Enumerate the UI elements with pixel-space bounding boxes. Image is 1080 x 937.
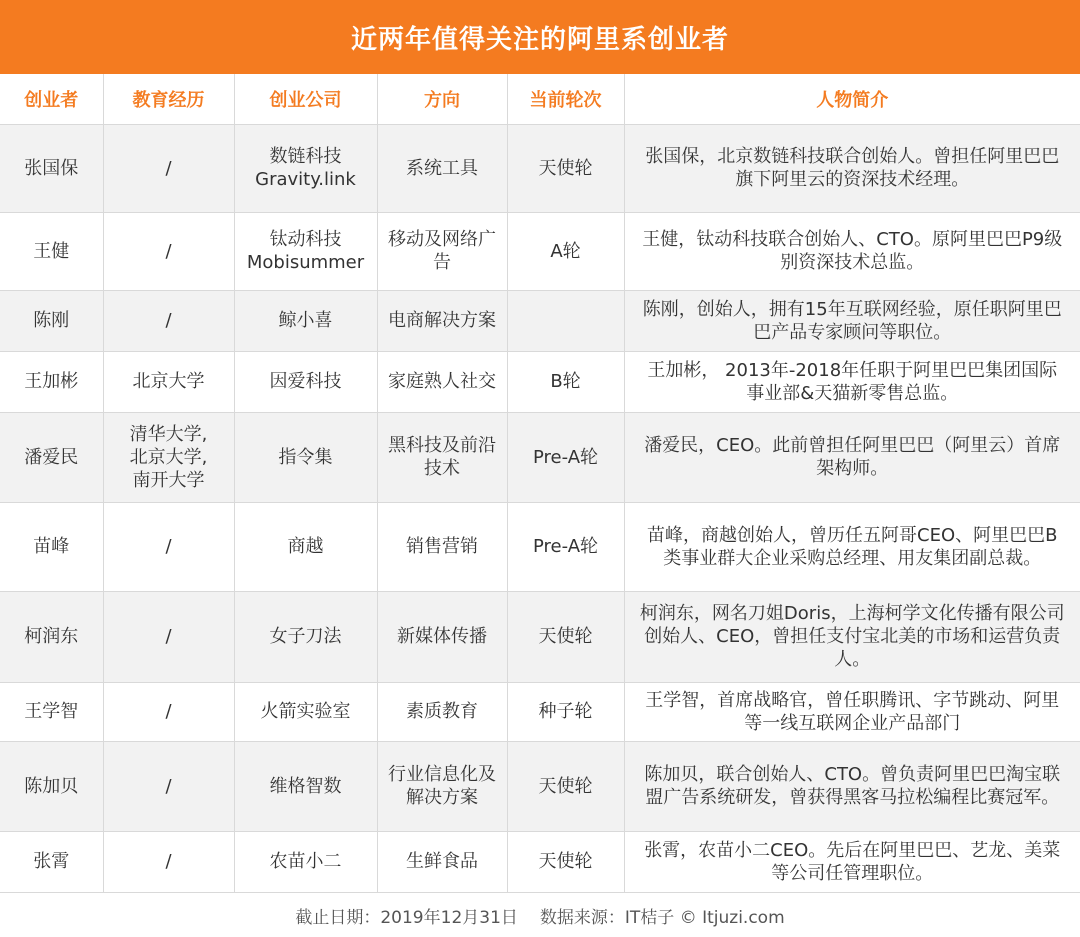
- cell-direction: 生鲜食品: [377, 831, 507, 892]
- cell-founder: 陈加贝: [0, 741, 103, 831]
- table-row: [0, 831, 1080, 892]
- cell-company: 商越: [234, 502, 377, 591]
- cell-founder: 王健: [0, 212, 103, 290]
- cell-round: [507, 290, 624, 351]
- header-round: 当前轮次: [507, 74, 624, 124]
- cell-round: 天使轮: [507, 591, 624, 682]
- cell-round: 天使轮: [507, 741, 624, 831]
- cell-bio: 王学智，首席战略官，曾任职腾讯、字节跳动、阿里等一线互联网企业产品部门: [624, 682, 1080, 741]
- cell-company: 农苗小二: [234, 831, 377, 892]
- cell-company: 鲸小喜: [234, 290, 377, 351]
- cell-education: /: [103, 831, 234, 892]
- header-founder: 创业者: [0, 74, 103, 124]
- cell-bio: 王健，钛动科技联合创始人、CTO。原阿里巴巴P9级别资深技术总监。: [624, 212, 1080, 290]
- cell-round: 天使轮: [507, 124, 624, 212]
- founders-table: [0, 74, 1080, 893]
- cell-direction: 系统工具: [377, 124, 507, 212]
- cell-founder: 苗峰: [0, 502, 103, 591]
- cell-bio: 张霄，农苗小二CEO。先后在阿里巴巴、艺龙、美菜等公司任管理职位。: [624, 831, 1080, 892]
- cell-founder: 潘爱民: [0, 412, 103, 502]
- table-row: [0, 290, 1080, 351]
- cell-founder: 柯润东: [0, 591, 103, 682]
- header-row: [0, 74, 1080, 124]
- cell-round: A轮: [507, 212, 624, 290]
- cell-company: 维格智数: [234, 741, 377, 831]
- table-row: [0, 351, 1080, 412]
- cell-direction: 新媒体传播: [377, 591, 507, 682]
- table-row: [0, 502, 1080, 591]
- table-row: [0, 212, 1080, 290]
- cell-education: /: [103, 502, 234, 591]
- cell-education: /: [103, 741, 234, 831]
- cell-round: Pre-A轮: [507, 412, 624, 502]
- cell-bio: 陈加贝，联合创始人、CTO。曾负责阿里巴巴淘宝联盟广告系统研发，曾获得黑客马拉松编程比赛冠军。: [624, 741, 1080, 831]
- cell-round: 种子轮: [507, 682, 624, 741]
- cell-education: 清华大学, 北京大学, 南开大学: [103, 412, 234, 502]
- table-row: [0, 591, 1080, 682]
- cell-education: /: [103, 212, 234, 290]
- cell-founder: 张国保: [0, 124, 103, 212]
- cell-company: 因爱科技: [234, 351, 377, 412]
- cell-bio: 张国保，北京数链科技联合创始人。曾担任阿里巴巴旗下阿里云的资深技术经理。: [624, 124, 1080, 212]
- cell-bio: 柯润东，网名刀姐Doris，上海柯学文化传播有限公司创始人、CEO，曾担任支付宝北美的市场和运营负责人。: [624, 591, 1080, 682]
- cell-company: 钛动科技 Mobisummer: [234, 212, 377, 290]
- header-education: 教育经历: [103, 74, 234, 124]
- cell-direction: 销售营销: [377, 502, 507, 591]
- cell-company: 数链科技 Gravity.link: [234, 124, 377, 212]
- cell-bio: 苗峰，商越创始人，曾历任五阿哥CEO、阿里巴巴B类事业群大企业采购总经理、用友集团副总裁。: [624, 502, 1080, 591]
- page-title: 近两年值得关注的阿里系创业者: [0, 0, 1080, 74]
- cell-direction: 家庭熟人社交: [377, 351, 507, 412]
- cell-company: 女子刀法: [234, 591, 377, 682]
- header-company: 创业公司: [234, 74, 377, 124]
- header-bio: 人物简介: [624, 74, 1080, 124]
- cell-direction: 行业信息化及解决方案: [377, 741, 507, 831]
- cell-round: B轮: [507, 351, 624, 412]
- cell-round: Pre-A轮: [507, 502, 624, 591]
- cell-bio: 王加彬， 2013年-2018年任职于阿里巴巴集团国际事业部&天猫新零售总监。: [624, 351, 1080, 412]
- table-row: [0, 682, 1080, 741]
- cell-founder: 王加彬: [0, 351, 103, 412]
- cell-bio: 陈刚，创始人，拥有15年互联网经验，原任职阿里巴巴产品专家顾问等职位。: [624, 290, 1080, 351]
- table-row: [0, 412, 1080, 502]
- table-row: [0, 741, 1080, 831]
- table-row: [0, 124, 1080, 212]
- header-direction: 方向: [377, 74, 507, 124]
- footer: [0, 893, 1080, 937]
- footer-source: 数据来源：IT桔子 © Itjuzi.com: [539, 907, 785, 928]
- cell-education: /: [103, 591, 234, 682]
- footer-date: 截止日期：2019年12月31日: [295, 907, 518, 928]
- cell-direction: 黑科技及前沿技术: [377, 412, 507, 502]
- cell-education: /: [103, 290, 234, 351]
- cell-education: /: [103, 682, 234, 741]
- cell-bio: 潘爱民，CEO。此前曾担任阿里巴巴（阿里云）首席架构师。: [624, 412, 1080, 502]
- cell-direction: 移动及网络广告: [377, 212, 507, 290]
- cell-company: 火箭实验室: [234, 682, 377, 741]
- cell-education: 北京大学: [103, 351, 234, 412]
- cell-founder: 陈刚: [0, 290, 103, 351]
- cell-founder: 张霄: [0, 831, 103, 892]
- cell-founder: 王学智: [0, 682, 103, 741]
- cell-round: 天使轮: [507, 831, 624, 892]
- cell-direction: 电商解决方案: [377, 290, 507, 351]
- cell-company: 指令集: [234, 412, 377, 502]
- cell-education: /: [103, 124, 234, 212]
- cell-direction: 素质教育: [377, 682, 507, 741]
